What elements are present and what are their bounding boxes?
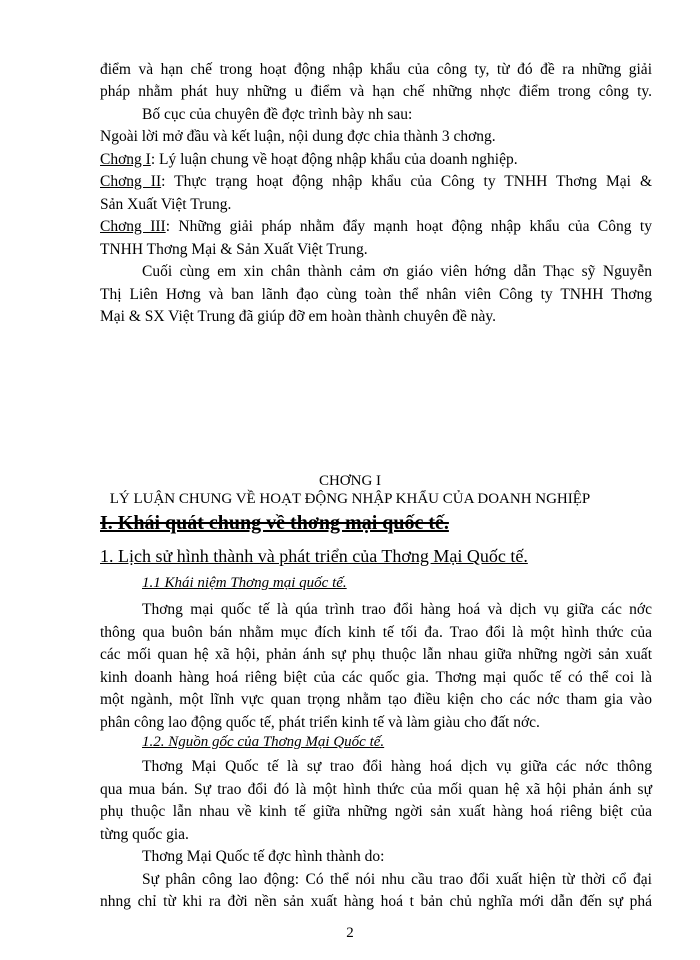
intro-line-3: Bố cục của chuyên đề đợc trình bày nh sau:	[142, 106, 413, 123]
chapter-2-label: Chơng II	[100, 173, 162, 190]
para2-line-4: từng quốc gia.	[100, 826, 189, 843]
page-number: 2	[346, 925, 354, 941]
intro-line-2: pháp nhằm phát huy những u điểm và hạn chế những nhợc điểm trong công ty.	[100, 83, 652, 100]
para1-line-1: Thơng mại quốc tế là qúa trình trao đổi hàng hoá và dịch vụ giữa các nớc	[142, 601, 652, 618]
para1-line-2: thông qua buôn bán nhằm mục đích kinh tế tối đa. Trao đổi là một hình thức của	[100, 624, 652, 641]
chapter-3-cont: TNHH Thơng Mại & Sản Xuất Việt Trung.	[100, 241, 368, 258]
para1-line-3: các mối quan hệ xã hội, phản ánh sự phụ thuộc lẫn nhau giữa những ngời sản xuất	[100, 646, 652, 663]
para4-line-2: nhng chỉ từ khi ra đời nền sản xuất hàng hoá t bản chủ nghĩa mới dẫn đến sự phá	[100, 893, 652, 910]
thanks-line-2: Thị Liên Hơng và ban lãnh đạo cùng toàn thể nhân viên Công ty TNHH Thơng	[100, 286, 652, 303]
subsection-1-heading: 1. Lịch sử hình thành và phát triển của Thơng Mại Quốc tế.	[100, 546, 528, 566]
para3: Thơng Mại Quốc tế đợc hình thành do:	[142, 848, 385, 865]
para4-line-1: Sự phân công lao động: Có thể nói nhu cầu trao đổi xuất hiện từ thời cổ đại	[142, 871, 652, 888]
para1-line-5: một ngành, một lĩnh vực quan trọng nhằm tạo điều kiện cho các nớc tham gia vào	[100, 691, 652, 708]
chapter-1-text: : Lý luận chung về hoạt động nhập khẩu của doanh nghiệp.	[150, 151, 518, 168]
intro-line-4: Ngoài lời mở đầu và kết luận, nội dung đợc chia thành 3 chơng.	[100, 128, 496, 145]
chapter-1-summary	[100, 150, 518, 170]
para1-line-6: phân công lao động quốc tế, phát triển kinh tế và làm giàu cho đất nớc.	[100, 714, 540, 731]
chapter-title: LÝ LUẬN CHUNG VỀ HOẠT ĐỘNG NHẬP KHẨU CỦA DOANH NGHIỆP	[109, 491, 591, 507]
subsection-1-1-heading: 1.1 Khái niệm Thơng mại quốc tế.	[142, 575, 347, 591]
chapter-3-label: Chơng III	[100, 218, 166, 235]
section-heading: I. Khái quát chung về thơng mại quốc tế.	[100, 512, 449, 534]
chapter-1-label: Chơng I	[100, 151, 151, 168]
chapter-3-text: : Những giải pháp nhằm đẩy mạnh hoạt động nhập khẩu của Công ty	[165, 218, 652, 235]
para2-line-3: phụ thuộc lẫn nhau về kinh tế giữa những ngời sản xuất hàng hoá riêng biệt của	[100, 803, 652, 820]
chapter-3-summary	[100, 217, 652, 237]
subsection-1-2-heading: 1.2. Nguồn gốc của Thơng Mại Quốc tế.	[142, 734, 385, 750]
chapter-2-cont: Sản Xuất Việt Trung.	[100, 196, 232, 213]
chapter-2-text: : Thực trạng hoạt động nhập khẩu của Công ty TNHH Thơng Mại &	[161, 173, 652, 190]
thanks-line-1: Cuối cùng em xin chân thành cảm ơn giáo viên hớng dẫn Thạc sỹ Nguyễn	[142, 263, 652, 280]
chapter-2-summary	[100, 172, 652, 192]
chapter-number: CHƠNG I	[318, 473, 382, 489]
thanks-line-3: Mại & SX Việt Trung đã giúp đỡ em hoàn thành chuyên đề này.	[100, 308, 497, 325]
para1-line-4: kinh doanh hàng hoá riêng biệt của các quốc gia. Thơng mại quốc tế có thể coi là	[100, 669, 652, 686]
para2-line-2: qua mua bán. Sự trao đổi đó là một hình thức của mối quan hệ xã hội phản ánh sự	[100, 781, 652, 798]
para2-line-1: Thơng Mại Quốc tế là sự trao đổi hàng hoá dịch vụ giữa các nớc thông	[142, 758, 652, 775]
intro-line-1: điểm và hạn chế trong hoạt động nhập khẩu của công ty, từ đó đề ra những giải	[100, 61, 652, 78]
